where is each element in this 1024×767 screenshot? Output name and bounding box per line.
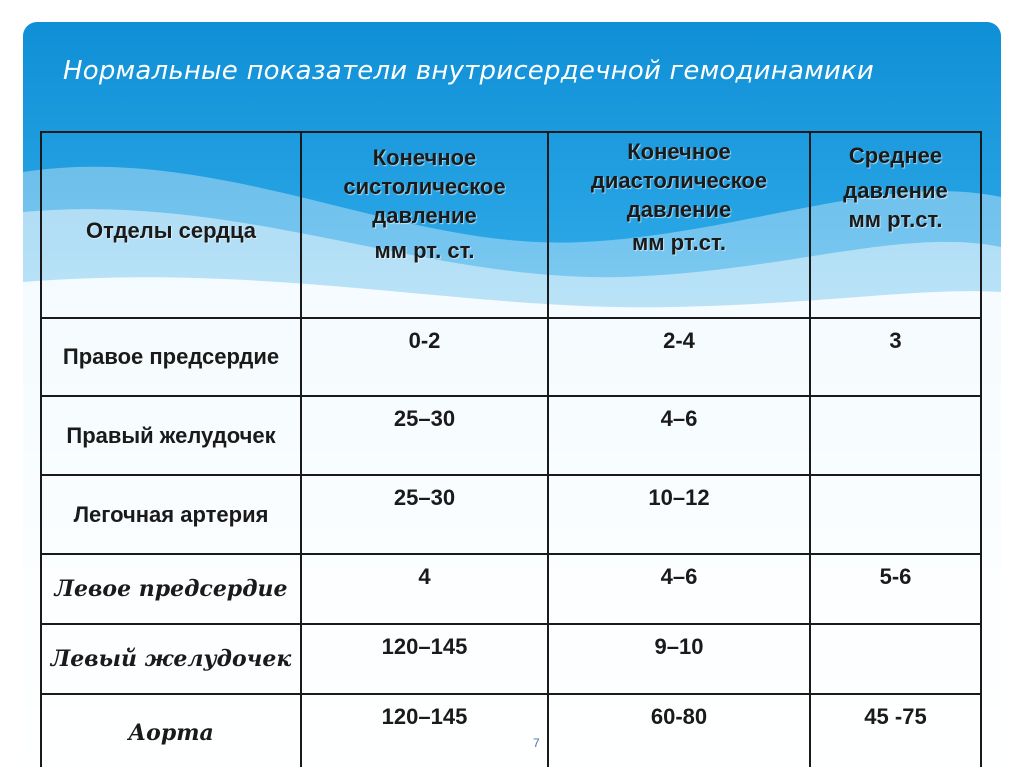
mean-value (810, 624, 981, 694)
diastolic-value: 4–6 (548, 396, 810, 475)
row-label: Правый желудочек (41, 396, 301, 475)
systolic-value: 120–145 (301, 624, 548, 694)
diastolic-value: 10–12 (548, 475, 810, 554)
diastolic-value: 4–6 (548, 554, 810, 624)
slide-title: Нормальные показатели внутрисердечной гемодинамики (63, 56, 875, 86)
table-row (41, 694, 981, 767)
header-end-systolic: Конечное систолическое давление мм рт. ст. (301, 132, 548, 318)
systolic-value: 4 (301, 554, 548, 624)
systolic-value: 25–30 (301, 396, 548, 475)
slide (23, 22, 1001, 767)
systolic-value: 120–145 (301, 694, 548, 767)
header-mean-pressure: Среднее давление мм рт.ст. (810, 132, 981, 318)
header-end-diastolic: Конечное диастолическое давление мм рт.ст. (548, 132, 810, 318)
table-header-row (41, 132, 981, 318)
row-label: Аорта (41, 694, 301, 767)
mean-value (810, 475, 981, 554)
diastolic-value: 60-80 (548, 694, 810, 767)
table-row (41, 396, 981, 475)
row-label: Легочная артерия (41, 475, 301, 554)
systolic-value: 0-2 (301, 318, 548, 396)
diastolic-value: 9–10 (548, 624, 810, 694)
table-row (41, 318, 981, 396)
hemodynamics-table (40, 131, 982, 767)
row-label: Левый желудочек (41, 624, 301, 694)
table-row (41, 554, 981, 624)
systolic-value: 25–30 (301, 475, 548, 554)
mean-value: 5-6 (810, 554, 981, 624)
mean-value (810, 396, 981, 475)
row-label: Левое предсердие (41, 554, 301, 624)
mean-value: 3 (810, 318, 981, 396)
table-row (41, 475, 981, 554)
diastolic-value: 2-4 (548, 318, 810, 396)
header-heart-sections: Отделы сердца (41, 132, 301, 318)
row-label: Правое предсердие (41, 318, 301, 396)
page-number: 7 (533, 736, 540, 750)
table-row (41, 624, 981, 694)
mean-value: 45 -75 (810, 694, 981, 767)
